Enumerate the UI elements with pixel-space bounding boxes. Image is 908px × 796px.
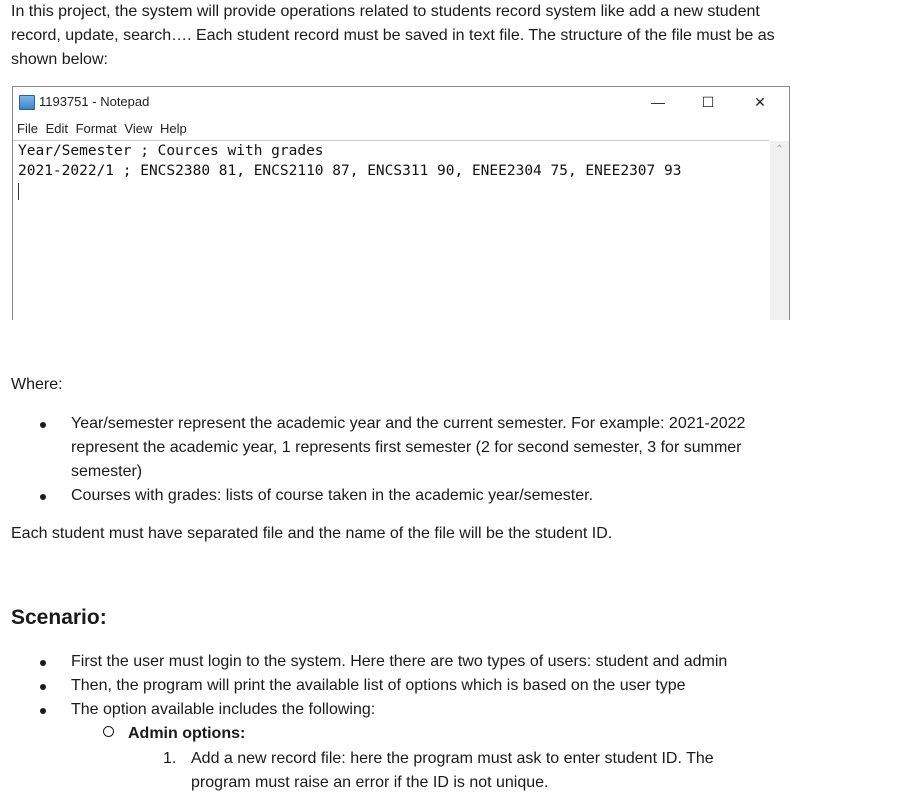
notepad-menubar (17, 121, 191, 136)
minimize-button[interactable]: — (651, 94, 665, 110)
item-text: Add a new record file: here the program must ask to enter student ID. The program must raise an error if the ID is not unique. (191, 750, 714, 791)
list-item-text: Year/semester represent the academic year and the current semester. For example: 2021-2022 represent the academic year, 1 represents first semester (2 for second semester, 3 for summer semester) (71, 415, 746, 480)
intro-paragraph: In this project, the system will provide operations related to students record system like add a new student record, update, search…. Each student record must be saved in text file. The structure of the file must be as shown below: (11, 3, 775, 68)
where-label: Where: (11, 376, 63, 393)
bullet-icon (40, 684, 46, 690)
list-item-text: Then, the program will print the available list of options which is based on the user type (71, 677, 686, 694)
bullet-icon (40, 660, 46, 666)
window-border (789, 86, 790, 320)
where-list (0, 412, 791, 508)
scenario-list (0, 650, 791, 722)
menu-edit[interactable]: Edit (45, 121, 68, 136)
file-naming-note: Each student must have separated file and the name of the file will be the student ID. (11, 525, 613, 542)
circle-bullet-icon (103, 726, 114, 737)
list-item (0, 650, 791, 674)
maximize-button[interactable]: ☐ (701, 94, 715, 110)
menu-format[interactable]: Format (75, 121, 117, 136)
admin-options-heading (103, 722, 245, 746)
list-item (0, 484, 791, 508)
list-item (0, 674, 791, 698)
notepad-icon (19, 95, 35, 110)
menu-view[interactable]: View (124, 121, 153, 136)
numbered-item (163, 747, 763, 795)
window-title: 1193751 - Notepad (39, 94, 150, 109)
vertical-scrollbar[interactable] (770, 141, 789, 320)
text-caret (18, 183, 19, 200)
notepad-text-area[interactable] (13, 140, 769, 321)
file-line-header: Year/Semester ; Cources with grades (18, 143, 324, 159)
bullet-icon (40, 422, 46, 428)
list-item-text: Courses with grades: lists of course taken in the academic year/semester. (71, 487, 594, 504)
notepad-window (12, 86, 790, 320)
file-line-record: 2021-2022/1 ; ENCS2380 81, ENCS2110 87, ENCS311 90, ENEE2304 75, ENEE2307 93 (18, 163, 682, 179)
notepad-titlebar (13, 87, 789, 117)
menu-help[interactable]: Help (159, 121, 187, 136)
item-number: 1. (163, 750, 177, 767)
list-item-text: First the user must login to the system. Here there are two types of users: student and admin (71, 653, 728, 670)
list-item-text: The option available includes the following: (71, 701, 376, 718)
admin-options-label: Admin options: (128, 725, 246, 742)
scroll-up-icon[interactable]: ⌃ (775, 144, 784, 155)
bullet-icon (40, 494, 46, 500)
menu-file[interactable]: File (17, 121, 38, 136)
close-button[interactable]: ✕ (754, 94, 766, 110)
list-item (0, 698, 791, 722)
scenario-heading: Scenario: (11, 606, 107, 629)
list-item (0, 412, 791, 484)
bullet-icon (40, 708, 46, 714)
